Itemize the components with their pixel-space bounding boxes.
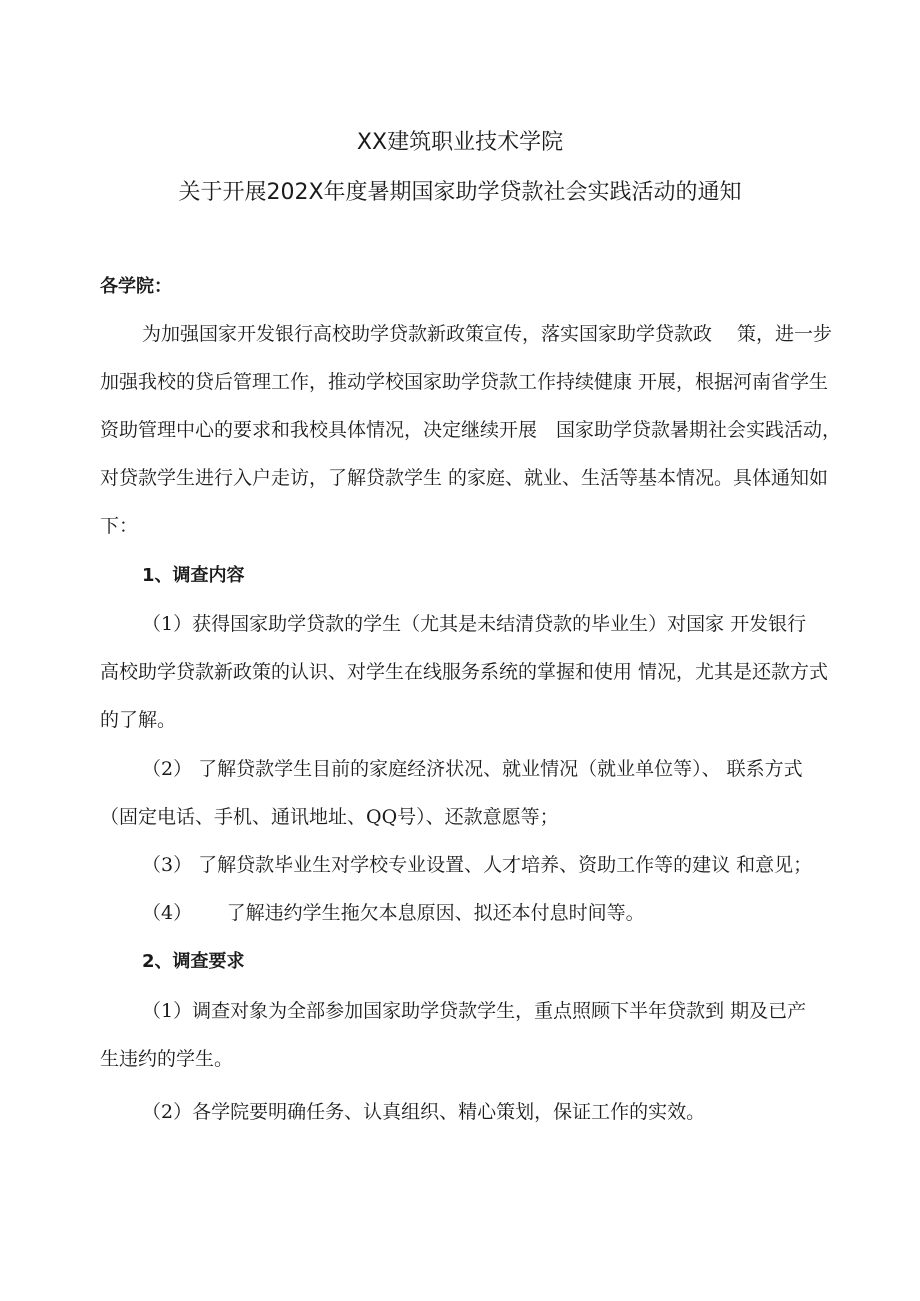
intro-line: 加强我校的贷后管理工作，推动学校国家助学贷款工作持续健康 开展，根据河南省学生 xyxy=(100,371,829,393)
item-line: （1）获得国家助学贷款的学生（尤其是未结清贷款的毕业生）对国家 开发银行 xyxy=(142,613,807,635)
document-title-line2: 关于开展202X年度暑期国家助学贷款社会实践活动的通知 xyxy=(178,180,742,205)
item-line: （1）调查对象为全部参加国家助学贷款学生，重点照顾下半年贷款到 期及已产 xyxy=(142,1000,807,1022)
section1-item4: （4） 了解违约学生拖欠本息原因、拟还本付息时间等。 xyxy=(142,902,645,924)
item-line: 高校助学贷款新政策的认识、对学生在线服务系统的掌握和使用 情况，尤其是还款方式 xyxy=(100,661,829,683)
section2-heading: 2、调查要求 xyxy=(142,951,245,972)
salutation: 各学院： xyxy=(100,276,172,297)
item-line: （2） 了解贷款学生目前的家庭经济状况、就业情况（就业单位等）、 联系方式 xyxy=(142,758,803,780)
section2-item2: （2）各学院要明确任务、认真组织、精心策划，保证工作的实效。 xyxy=(142,1101,706,1123)
intro-line: 资助管理中心的要求和我校具体情况，决定继续开展 国家助学贷款暑期社会实践活动， xyxy=(100,419,842,441)
document-title-line1: XX建筑职业技术学院 xyxy=(356,130,564,155)
intro-line: 下： xyxy=(100,515,139,537)
intro-line: 为加强国家开发银行高校助学贷款新政策宣传，落实国家助学贷款政 策，进一步 xyxy=(142,323,833,345)
section1-item3: （3） 了解贷款毕业生对学校专业设置、人才培养、资助工作等的建议 和意见； xyxy=(142,854,813,876)
section1-heading: 1、调查内容 xyxy=(142,565,245,586)
item-line: （固定电话、手机、通讯地址、QQ号）、还款意愿等； xyxy=(100,806,559,828)
item-line: 的了解。 xyxy=(100,709,177,731)
item-line: 生违约的学生。 xyxy=(100,1048,234,1070)
intro-line: 对贷款学生进行入户走访，了解贷款学生 的家庭、就业、生活等基本情况。具体通知如 xyxy=(100,467,829,489)
